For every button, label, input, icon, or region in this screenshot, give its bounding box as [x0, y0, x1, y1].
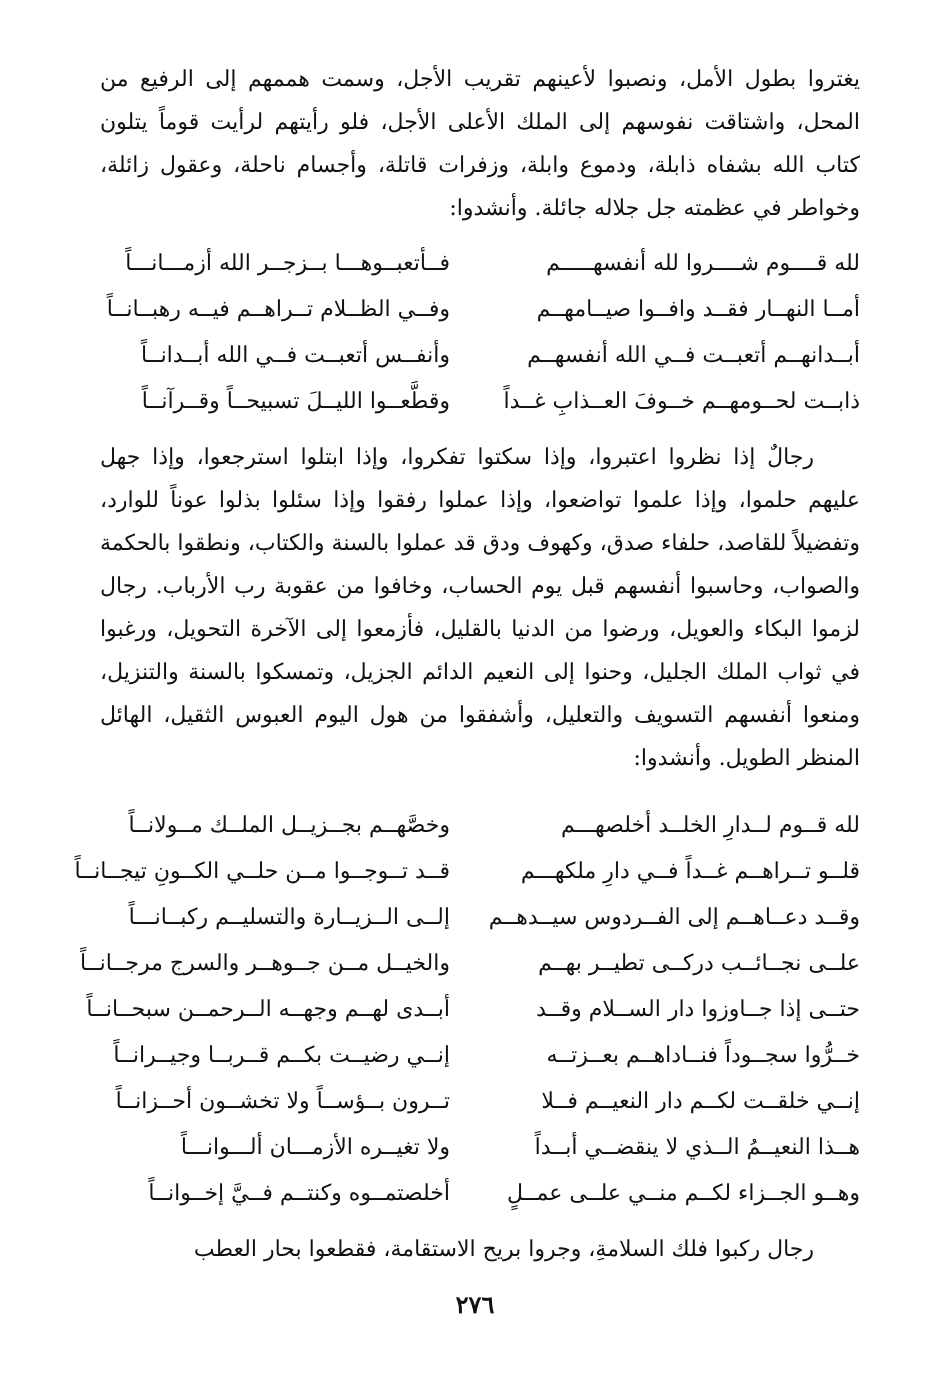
verse-first-hemistich: أمــا النهــار فقــد وافــوا صيــامهــم: [536, 296, 860, 322]
verse-second-hemistich: وأنفــس أتعبــت فــي الله أبــدانــاً: [140, 342, 450, 368]
paragraph-2: رجالٌ إذا نظروا اعتبروا، وإذا سكتوا تفكروا، وإذا ابتلوا استرجعوا، وإذا جهل عليهم حلموا، وإذا علموا تواضعوا، وإذا عملوا رفقوا وإذا سئلوا بذلوا عوناً للوارد، وتفضيلاً للقاصد، حلفاء صدق، وكهوف ودق قد عملوا بالسنة والكتاب، ونطقوا بالحكمة والصواب، وحاسبوا أنفسهم قبل يوم الحساب، وخافوا من عقوبة رب الأرباب. رجال لزموا البكاء والعويل، ورضوا من الدنيا بالقليل، فأزمعوا إلى الآخرة التحويل، ورغبوا في ثواب الملك الجليل، وحنوا إلى النعيم الدائم الجزيل، وتمسكوا بالسنة والتنزيل، ومنعوا أنفسهم التسويف والتعليل، وأشفقوا من هول اليوم العبوس الثقيل، الهائل المنظر الطويل. وأنشدوا:: [100, 445, 860, 771]
verse-second-hemistich: تــرون بــؤســاً ولا تخشــون أحــزانــاً: [115, 1088, 450, 1114]
paragraph-3: رجال ركبوا فلك السلامةِ، وجروا بريح الاستقامة، فقطعوا بحار العطب: [193, 1237, 814, 1262]
poem-1: [100, 240, 860, 424]
verse-line: [100, 1032, 860, 1078]
verse-first-hemistich: لله قــــوم شــــروا لله أنفسهـــــم: [546, 250, 860, 276]
verse-first-hemistich: هــذا النعيــمُ الــذي لا ينقضــي أبــداً: [534, 1134, 860, 1160]
verse-second-hemistich: إنــي رضيــت بكــم قــربــا وجيــرانــاً: [113, 1042, 450, 1068]
verse-line: [100, 240, 860, 286]
verse-first-hemistich: وقــد دعــاهــم إلى الفــردوس سيــدهــم: [488, 904, 860, 930]
verse-first-hemistich: لله قــوم لــدارِ الخلــد أخلصهـــم: [561, 812, 860, 838]
verse-line: [86, 986, 860, 1032]
verse-line: [80, 940, 860, 986]
verse-second-hemistich: والخيــل مــن جــوهــر والسرج مرجــانــاً: [80, 950, 450, 976]
page-number: ٢٧٦: [455, 1290, 495, 1319]
paragraph-1: يغتروا بطول الأمل، ونصبوا لأعينهم تقريب الأجل، وسمت هممهم إلى الرفيع من المحل، واشتاقت نفوسهم إلى الملك الأعلى الأجل، فلو رأيتهم لرأيت قوماً يتلون كتاب الله بشفاه ذابلة، ودموع وابلة، وزفرات قاتلة، وأجسام ناحلة، وعقول زائلة، وخواطر في عظمته جل جلاله جائلة. وأنشدوا:: [100, 67, 860, 221]
page-body: [74, 58, 860, 1271]
verse-first-hemistich: ذابــت لحــومهــم خــوفَ العــذابِ غــداً: [503, 388, 860, 414]
verse-second-hemistich: إلــى الــزيــارة والتسليــم ركبــانـــاً: [128, 904, 450, 930]
verse-line: [100, 332, 860, 378]
verse-line: [74, 848, 860, 894]
verse-first-hemistich: خــرُّوا سجــوداً فنــاداهــم بعــزتــه: [546, 1042, 860, 1068]
verse-second-hemistich: فــأتعبــوهـــا بــزجــر الله أزمـــانـــاً: [125, 250, 450, 276]
verse-second-hemistich: وقطَّعــوا الليــلَ تسبيحــاً وقــرآنــاً: [141, 388, 450, 414]
verse-line: [100, 802, 860, 848]
verse-second-hemistich: وفــي الظــلام تــراهــم فيــه رهبــانــاً: [106, 296, 450, 322]
verse-first-hemistich: علــى نجــائــب دركــى تطيــر بهــم: [538, 950, 860, 976]
verse-second-hemistich: ولا تغيــره الأزمـــان ألـــوانـــاً: [180, 1134, 450, 1160]
verse-first-hemistich: إنــي خلقــت لكــم دار النعيــم فــلا: [541, 1088, 860, 1114]
verse-first-hemistich: قلــو تــراهــم غــداً فــي دارِ ملكهـــم: [520, 858, 860, 884]
verse-line: [100, 894, 860, 940]
verse-line: [100, 1124, 860, 1170]
verse-first-hemistich: وهــو الجــزاء لكــم منــي علــى عمــلٍ: [506, 1180, 860, 1206]
verse-first-hemistich: حتــى إذا جــاوزوا دار الســلام وقــد: [536, 996, 860, 1022]
verse-line: [100, 1170, 860, 1216]
verse-second-hemistich: قــد تــوجــوا مــن حلــي الكــونِ تيجــانــاً: [74, 858, 450, 884]
verse-line: [100, 286, 860, 332]
poem-2: [74, 802, 860, 1216]
verse-first-hemistich: أبــدانهــم أتعبــت فــي الله أنفسهــم: [527, 342, 860, 368]
verse-line: [100, 1078, 860, 1124]
verse-line: [100, 378, 860, 424]
verse-second-hemistich: أخلصتمــوه وكنتــم فــيَّ إخــوانــاً: [148, 1180, 450, 1206]
verse-second-hemistich: وخصَّهــم بجــزيــل الملــك مــولانــاً: [128, 812, 450, 838]
verse-second-hemistich: أبــدى لهــم وجهــه الــرحمــن سبحــانــاً: [86, 996, 450, 1022]
